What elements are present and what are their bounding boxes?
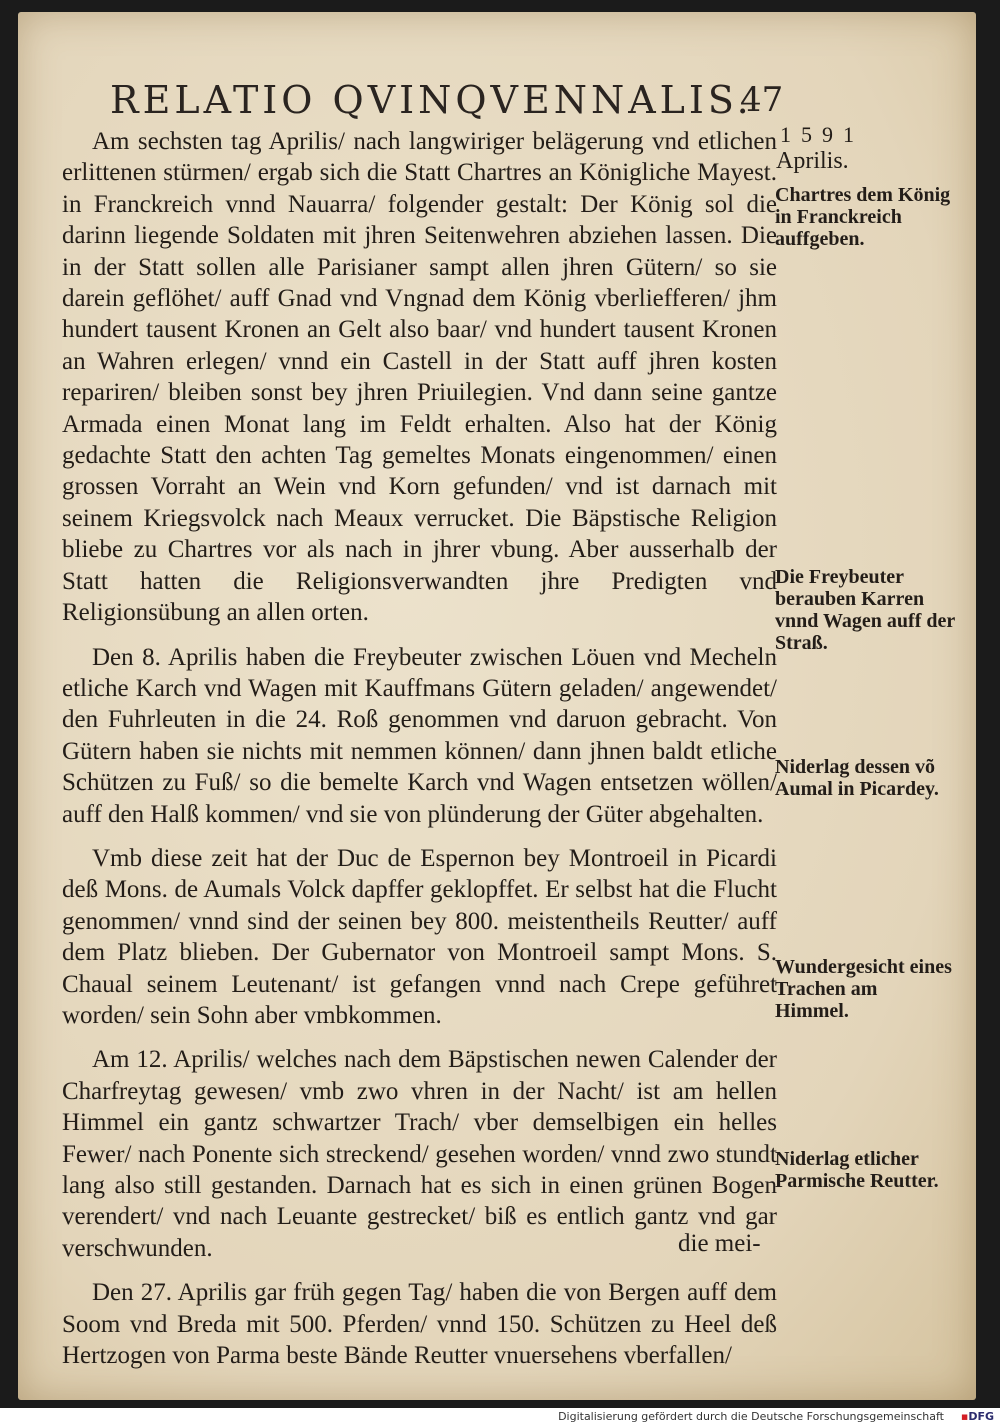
margin-year: 1591 — [780, 122, 864, 147]
marginal-note-trach: Wundergesicht eines Trachen am Himmel. — [775, 956, 952, 1022]
running-header: RELATIO QVINQVENNALIS. — [110, 78, 753, 122]
paragraph-chartres: Am sechsten tag Aprilis/ nach langwiriger belägerung vnd etlichen erlittenen stürmen/ ergab sich die Statt Chartres an Königliche Mayest. in Franckreich vnnd Nauarra/ folgender gestalt: Der König sol die darinn liegende Soldaten mit jhren Seitenwehren abziehen lassen. Die in der Statt sollen alle Parisianer sampt allen jhren Gütern/ so sie darein geflöhet/ auff Gnad vnd Vngnad dem König vberliefferen/ jhm hundert tausent Kronen an Gelt also baar/ vnd hundert tausent Kronen an Wahren erlegen/ vnnd ein Castell in der Statt auff jhren kosten repariren/ bleiben sonst bey jhren Priuilegien. Vnd dann seine gantze Armada einen Monat lang im Feldt erhalten. Also hat der König gedachte Statt den achten Tag gemeltes Monats eingenommen/ einen grossen Vorraht an Wein vnd Korn gefunden/ vnd ist darnach mit seinem Kriegsvolck nach Meaux verrucket. Die Bäpstische Religion bliebe zu Chartres vor als nach in jhrer vbung. Aber ausserhalb der Statt hatten die Religionsverwandten jhre Predigten vnd Religionsübung an allen orten. — [62, 128, 777, 627]
marginal-note-aumal: Niderlag dessen võ Aumal in Picardey. — [775, 756, 939, 800]
marginal-note-chartres: Chartres dem König in Franckreich auffgeben. — [775, 184, 951, 250]
paragraph-trach: Am 12. Aprilis/ welches nach dem Bäpstischen newen Calender der Charfreytag gewesen/ vmb zwo vhren in der Nacht/ ist am hellen Himmel ein gantz schwartzer Trach/ vber demselbigen ein helles Fewer/ nach Ponente sich streckend/ gesehen worden/ vnnd zwo stundt lang also still gestanden. Darnach hat es sich in einen grünen Bogen verendert/ vnd nach Leuante gestrecket/ biß es entlich gantz vnd gar verschwunden. — [62, 1046, 777, 1262]
marginal-note-parma: Niderlag etlicher Parmische Reutter. — [775, 1148, 939, 1192]
paragraph-freybeuter: Den 8. Aprilis haben die Freybeuter zwischen Löuen vnd Mecheln etliche Karch vnd Wagen mit Kauffmans Gütern geladen/ angewendet/ den Fuhrleuten in die 24. Roß genommen vnd daruon gebracht. Von Gütern haben sie nichts mit nemmen können/ dann jhnen baldt etliche Schützen zu Fuß/ so die bemelte Karch vnd Wagen entsetzen wöllen/ auff den Halß kommen/ vnd sie von plünderung der Güter abgehalten. — [62, 643, 777, 828]
main-text — [62, 126, 777, 1384]
dfg-logo-icon: ▪DFG — [960, 1410, 994, 1423]
paragraph-espernon: Vmb diese zeit hat der Duc de Espernon bey Montroeil in Picardi deß Mons. de Aumals Volck dapffer geklopffet. Er selbst hat die Flucht genommen/ vnnd sind der seinen bey 800. meistentheils Reutter/ auff dem Platz blieben. Der Gubernator von Montroeil sampt Mons. S. Chaual seinem Leutenant/ ist gefangen vnnd nach Crepe geführet worden/ sein Sohn aber vmbkommen. — [62, 844, 777, 1029]
footer-credit: Digitalisierung gefördert durch die Deutsche Forschungsgemeinschaft — [558, 1410, 944, 1423]
footer-bar — [0, 1408, 1000, 1427]
marginal-note-freybeuter: Die Freybeuter berauben Karren vnnd Wagen auff der Straß. — [775, 566, 955, 654]
page-number: 47 — [740, 80, 784, 120]
paragraph-bergen: Den 27. Aprilis gar früh gegen Tag/ haben die von Bergen auff dem Soom vnd Breda mit 500. Pferden/ vnnd 150. Schützen zu Heel deß Hertzogen von Parma beste Bände Reutter vnuersehens vberfallen/ — [62, 1279, 777, 1370]
margin-month: Aprilis. — [776, 148, 849, 174]
catchword: die mei- — [678, 1230, 761, 1257]
